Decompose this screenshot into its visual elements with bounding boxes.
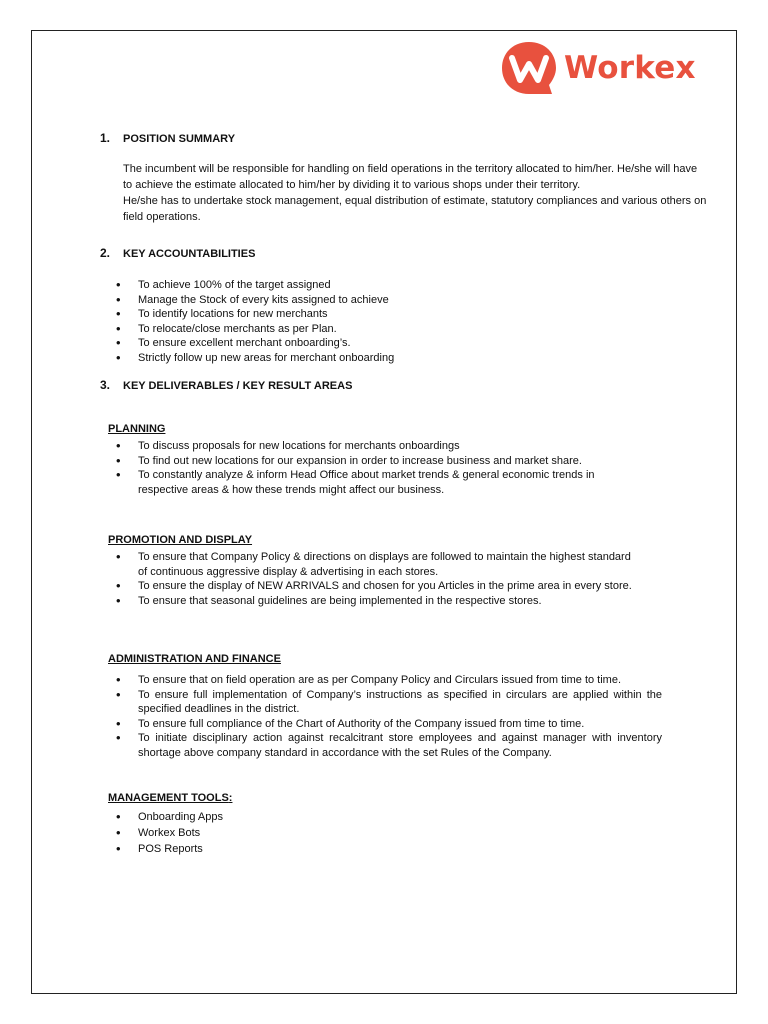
- list-item: • To ensure full compliance of the Chart of Authority of the Company issued from time to time.: [108, 717, 662, 732]
- list-item: • To ensure the display of NEW ARRIVALS and chosen for you Articles in the prime area in every store.: [108, 579, 643, 594]
- planning-list: [108, 439, 638, 497]
- list-item: • To discuss proposals for new locations for merchants onboardings: [108, 439, 638, 454]
- list-item: • POS Reports: [108, 841, 508, 857]
- administration-finance-heading: ADMINISTRATION AND FINANCE: [108, 653, 281, 665]
- list-item: • To achieve 100% of the target assigned: [108, 278, 708, 293]
- accountabilities-list: [108, 278, 708, 365]
- list-item: • To constantly analyze & inform Head Office about market trends & general economic trends in respective areas & how these trends might affect our business.: [108, 468, 638, 497]
- list-item: • Strictly follow up new areas for merchant onboarding: [108, 351, 708, 366]
- promotion-display-heading: PROMOTION AND DISPLAY: [108, 534, 253, 546]
- promotion-display-list: [108, 550, 643, 608]
- workex-logo-icon: [500, 40, 558, 96]
- list-item: • To ensure that Company Policy & directions on displays are followed to maintain the highest standard of continuous aggressive display & advertising in each stores.: [108, 550, 643, 579]
- list-item: • To initiate disciplinary action against recalcitrant store employees and against manager with inventory shortage above company standard in accordance with the set Rules of the Company.: [108, 731, 662, 760]
- position-summary-paragraph-2: He/she has to undertake stock management, equal distribution of estimate, statutory compliances and various others on field operations.: [123, 195, 707, 223]
- list-item: • To ensure full implementation of Company’s instructions as specified in circulars are applied within the specified deadlines in the district.: [108, 688, 662, 717]
- section-heading-key-deliverables: 3. KEY DELIVERABLES / KEY RESULT AREAS: [100, 378, 353, 392]
- list-item: • To relocate/close merchants as per Plan.: [108, 322, 708, 337]
- planning-heading: PLANNING: [108, 423, 166, 435]
- list-item: • Manage the Stock of every kits assigned to achieve: [108, 293, 708, 308]
- list-item: • Onboarding Apps: [108, 809, 508, 825]
- list-item: • Workex Bots: [108, 825, 508, 841]
- management-tools-heading: MANAGEMENT TOOLS:: [108, 792, 233, 804]
- workex-logo: [500, 40, 696, 96]
- management-tools-list: [108, 809, 508, 857]
- administration-finance-list: [108, 673, 662, 760]
- section-heading-key-accountabilities: 2. KEY ACCOUNTABILITIES: [100, 246, 256, 260]
- list-item: • To ensure that seasonal guidelines are being implemented in the respective stores.: [108, 594, 643, 609]
- list-item: • To find out new locations for our expansion in order to increase business and market share.: [108, 454, 638, 469]
- list-item: • To ensure excellent merchant onboarding’s.: [108, 336, 708, 351]
- position-summary-paragraph-1: The incumbent will be responsible for handling on field operations in the territory allocated to him/her. He/she will have to achieve the estimate allocated to him/her by dividing it to various shops under their territory.: [123, 163, 698, 191]
- section-heading-position-summary: 1. POSITION SUMMARY: [100, 131, 236, 145]
- list-item: • To ensure that on field operation are as per Company Policy and Circulars issued from time to time.: [108, 673, 662, 688]
- list-item: • To identify locations for new merchants: [108, 307, 708, 322]
- logo-text: Workex: [564, 50, 696, 86]
